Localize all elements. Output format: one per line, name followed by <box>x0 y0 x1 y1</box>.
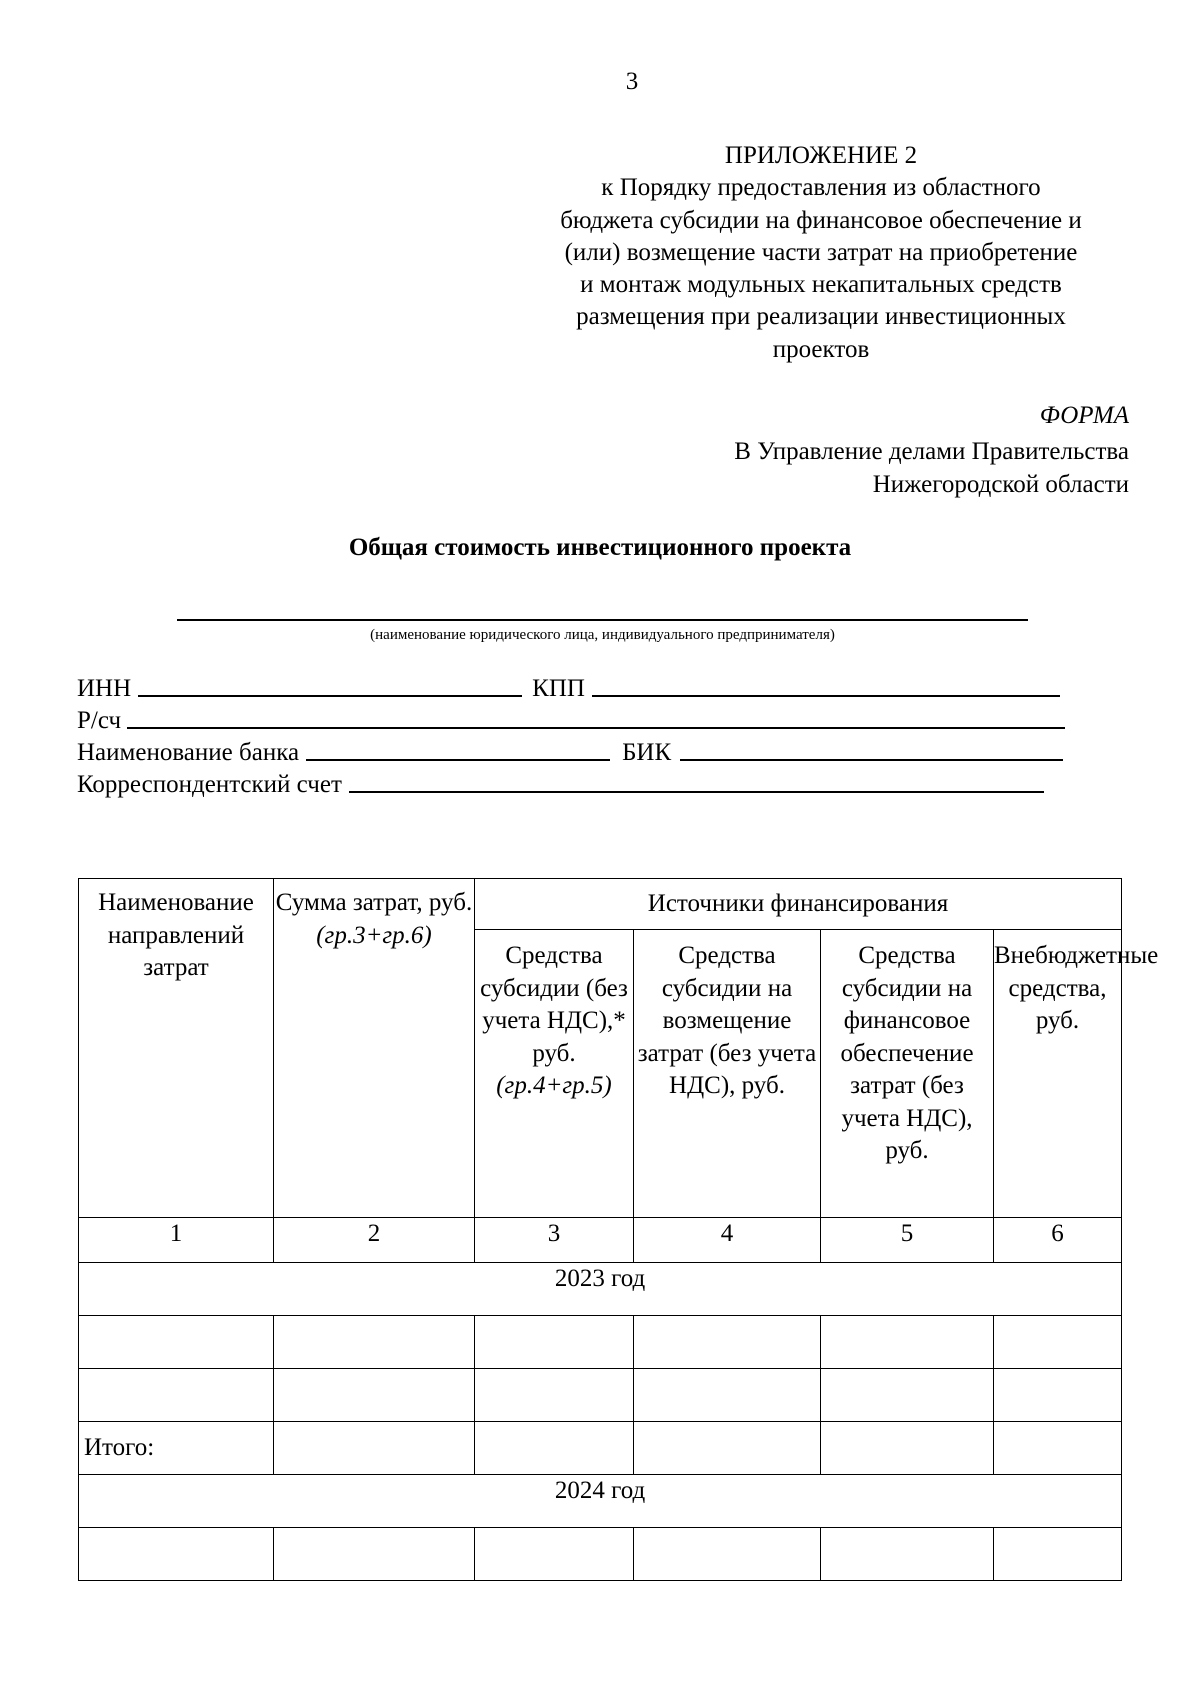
corr-account-field[interactable] <box>349 790 1044 793</box>
requisites-row-bank <box>77 739 1063 767</box>
appendix-line: и монтаж модульных некапитальных средств <box>580 271 1062 299</box>
table-cell[interactable] <box>274 1316 475 1369</box>
requisites-row-corr-account <box>77 771 1044 799</box>
col-header-text: Средства субсидии на финансовое обеспечение затрат (без учета НДС), руб. <box>840 942 974 1164</box>
col-header-text: Средства субсидии (без учета НДС),* руб. <box>480 942 628 1067</box>
appendix-block <box>523 140 1119 366</box>
appendix-line: к Порядку предоставления из областного <box>601 174 1041 202</box>
column-number: 5 <box>821 1218 994 1263</box>
total-row-2023 <box>79 1422 1122 1475</box>
col-header-extrabudgetary <box>994 930 1159 1218</box>
addressee-line: Нижегородской области <box>872 471 1129 498</box>
table-cell[interactable] <box>274 1369 475 1422</box>
year-label-2023: 2023 год <box>79 1263 1122 1316</box>
entity-name-field[interactable] <box>177 619 1028 621</box>
inn-field[interactable] <box>138 694 522 697</box>
col-header-total-sum <box>274 879 475 1218</box>
addressee-line: В Управление делами Правительства <box>734 438 1129 465</box>
col-header-text: Наименование направлений затрат <box>98 889 254 981</box>
table-cell[interactable] <box>994 1316 1122 1369</box>
column-number: 6 <box>994 1218 1122 1263</box>
column-number: 3 <box>475 1218 634 1263</box>
table-cell[interactable] <box>79 1369 274 1422</box>
column-number: 2 <box>274 1218 475 1263</box>
table-cell[interactable] <box>475 1422 634 1475</box>
table-cell[interactable] <box>634 1316 821 1369</box>
table-cell[interactable] <box>994 1422 1122 1475</box>
table-cell[interactable] <box>634 1422 821 1475</box>
table-row <box>79 1369 1122 1422</box>
appendix-title: ПРИЛОЖЕНИЕ 2 <box>724 142 918 169</box>
corr-account-label: Корреспондентский счет <box>77 771 342 798</box>
total-label: Итого: <box>79 1422 274 1475</box>
table-cell[interactable] <box>994 1528 1122 1581</box>
table-cell[interactable] <box>821 1528 994 1581</box>
table-cell[interactable] <box>79 1528 274 1581</box>
col-header-text: Средства субсидии на возмещение затрат (без учета НДС), руб. <box>637 942 817 1099</box>
col-header-formula: (гр.3+гр.6) <box>316 921 432 949</box>
table-cell[interactable] <box>475 1528 634 1581</box>
table-cell[interactable] <box>821 1316 994 1369</box>
table-cell[interactable] <box>274 1528 475 1581</box>
table-row <box>79 1316 1122 1369</box>
col-header-text: Внебюджетные средства, руб. <box>994 942 1159 1034</box>
column-number: 1 <box>79 1218 274 1263</box>
bank-name-field[interactable] <box>306 758 610 761</box>
addressee-block <box>734 435 1129 501</box>
kpp-field[interactable] <box>592 694 1060 697</box>
appendix-line: (или) возмещение части затрат на приобретение <box>564 238 1078 266</box>
bank-name-label: Наименование банка <box>77 739 300 766</box>
forma-label: ФОРМА <box>1039 402 1129 429</box>
table-row <box>79 1528 1122 1581</box>
requisites-row-inn-kpp <box>77 675 1060 703</box>
appendix-line: проектов <box>772 335 870 363</box>
document-title: Общая стоимость инвестиционного проекта <box>348 534 852 561</box>
col-header-formula: (гр.4+гр.5) <box>496 1072 612 1099</box>
table-cell[interactable] <box>274 1422 475 1475</box>
appendix-line: размещения при реализации инвестиционных <box>576 303 1066 331</box>
cost-table <box>78 878 1159 1581</box>
inn-label: ИНН <box>77 675 132 702</box>
col-header-subsidy-financing <box>821 930 994 1218</box>
year-label-2024: 2024 год <box>79 1475 1122 1528</box>
bik-label: БИК <box>622 739 672 766</box>
col-header-subsidy <box>475 930 634 1218</box>
kpp-label: КПП <box>532 675 585 702</box>
table-cell[interactable] <box>475 1369 634 1422</box>
header-row <box>79 879 1122 930</box>
column-number: 4 <box>634 1218 821 1263</box>
table-cell[interactable] <box>821 1369 994 1422</box>
col-header-sources <box>475 879 1122 930</box>
col-header-directions <box>79 879 274 1218</box>
account-label: Р/сч <box>77 707 122 734</box>
appendix-line: бюджета субсидии на финансовое обеспечение и <box>560 206 1082 234</box>
col-header-subsidy-reimbursement <box>634 930 821 1218</box>
year-row-2023 <box>79 1263 1122 1316</box>
col-header-text: Сумма затрат, руб. <box>275 889 473 916</box>
table-cell[interactable] <box>79 1316 274 1369</box>
bik-field[interactable] <box>680 758 1063 761</box>
col-header-text: Источники финансирования <box>647 889 949 917</box>
table-cell[interactable] <box>634 1528 821 1581</box>
table-cell[interactable] <box>634 1369 821 1422</box>
requisites-row-account <box>77 707 1065 735</box>
account-field[interactable] <box>127 726 1065 729</box>
column-number-row <box>79 1218 1122 1263</box>
table-cell[interactable] <box>994 1369 1122 1422</box>
entity-name-caption: (наименование юридического лица, индивидуального предпринимателя) <box>370 627 835 643</box>
page-number: 3 <box>625 68 639 95</box>
table-cell[interactable] <box>821 1422 994 1475</box>
year-row-2024 <box>79 1475 1122 1528</box>
table-cell[interactable] <box>475 1316 634 1369</box>
